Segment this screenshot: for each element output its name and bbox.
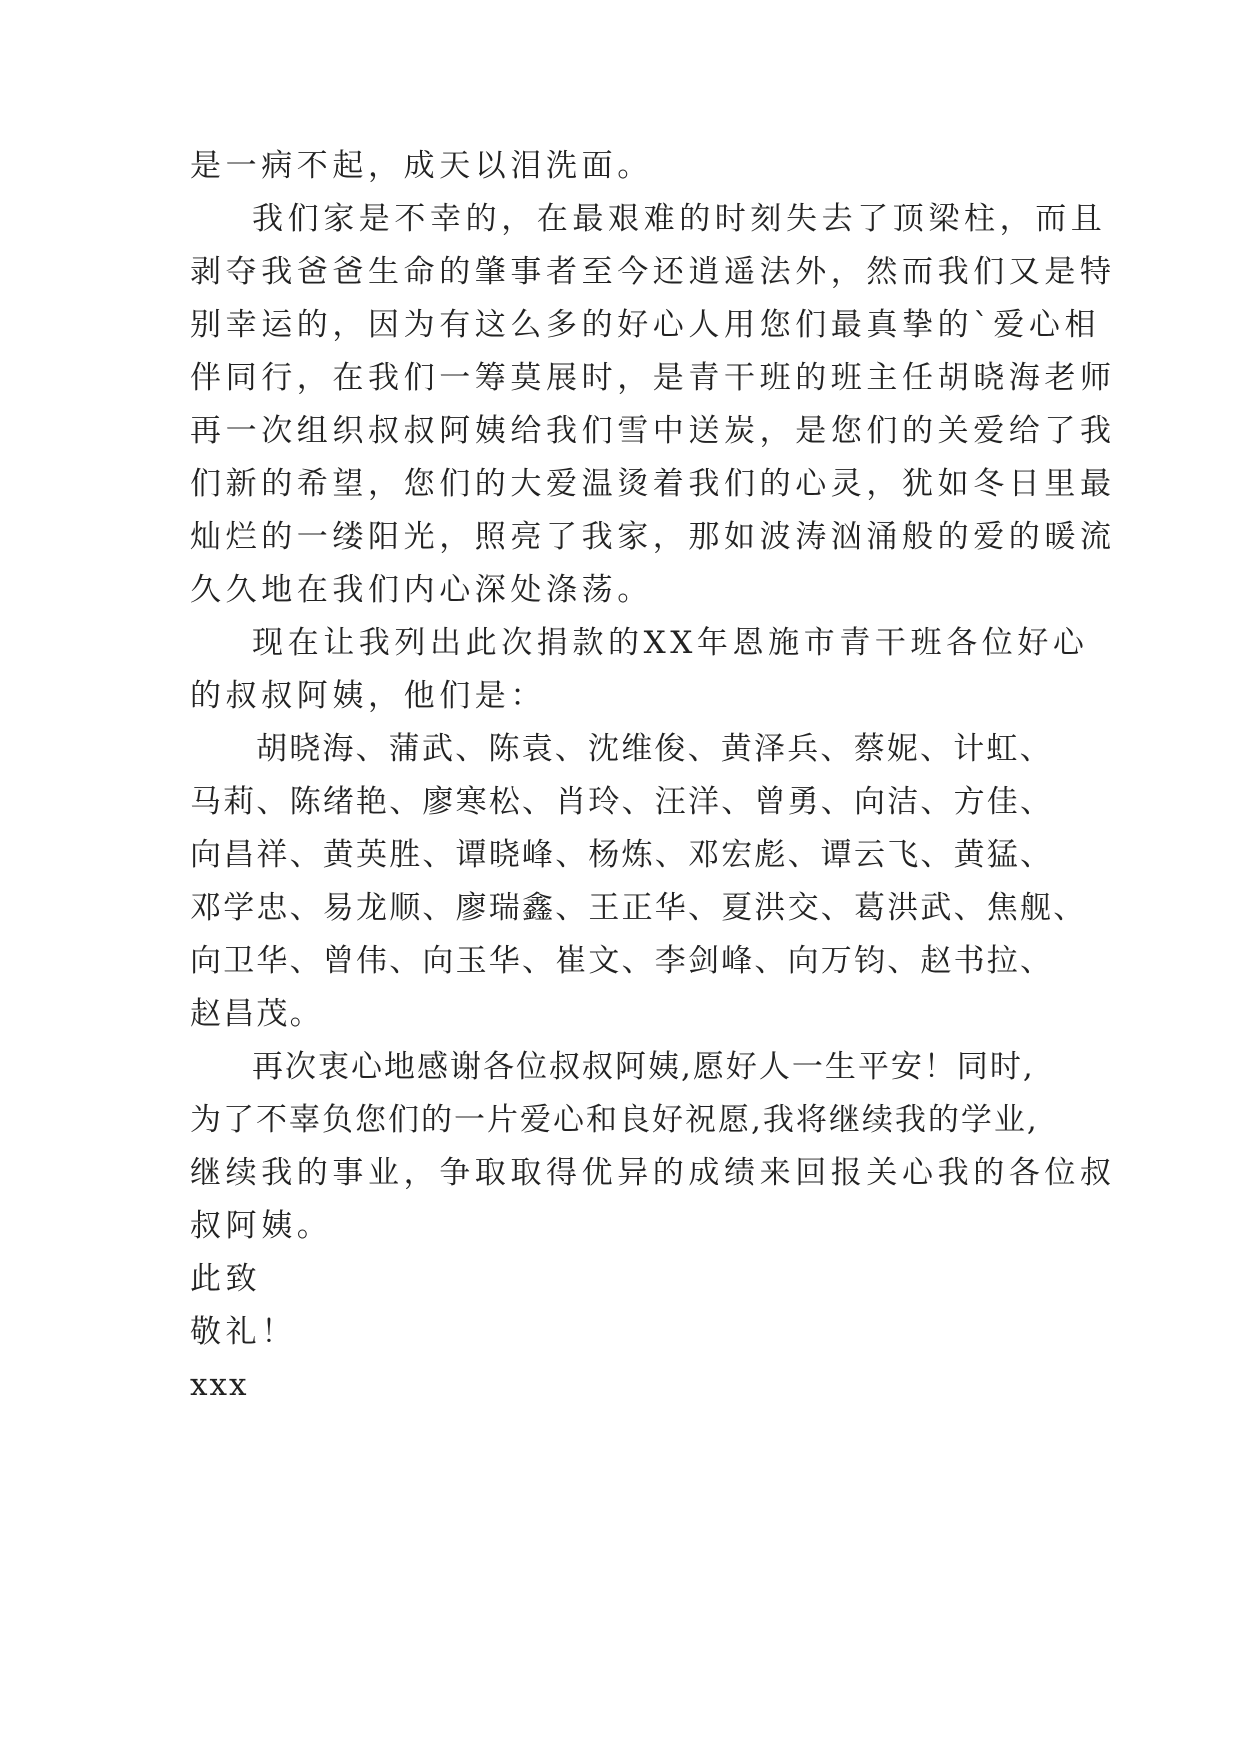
donor-names-line: 向卫华、曾伟、向玉华、崔文、李剑峰、向万钧、赵书拉、 xyxy=(190,943,1054,979)
paragraph-line: 为了不辜负您们的一片爱心和良好祝愿,我将继续我的学业, xyxy=(190,1102,1039,1138)
donor-names-line: 马莉、陈绪艳、廖寒松、肖玲、汪洋、曾勇、向洁、方佳、 xyxy=(190,784,1054,820)
signature: xxx xyxy=(190,1367,249,1403)
paragraph-line: 灿烂的一缕阳光，照亮了我家，那如波涛汹涌般的爱的暖流 xyxy=(190,519,1116,555)
paragraph-line: 再次衷心地感谢各位叔叔阿姨,愿好人一生平安！同时, xyxy=(252,1049,1035,1085)
salutation-line-2: 敬礼！ xyxy=(190,1314,297,1350)
salutation-line-1: 此致 xyxy=(190,1261,262,1297)
paragraph-line: 是一病不起，成天以泪洗面。 xyxy=(190,148,653,184)
paragraph-line: 的叔叔阿姨，他们是： xyxy=(190,678,546,714)
paragraph-line: 我们家是不幸的，在最艰难的时刻失去了顶梁柱，而且 xyxy=(252,201,1107,237)
paragraph-line: 久久地在我们内心深处涤荡。 xyxy=(190,572,653,608)
donor-names-line: 赵昌茂。 xyxy=(190,996,323,1032)
paragraph-line: 们新的希望，您们的大爱温烫着我们的心灵，犹如冬日里最 xyxy=(190,466,1116,502)
paragraph-line: 伴同行，在我们一筹莫展时，是青干班的班主任胡晓海老师 xyxy=(190,360,1116,396)
donor-names-line: 胡晓海、蒲武、陈袁、沈维俊、黄泽兵、蔡妮、计虹、 xyxy=(256,731,1053,767)
paragraph-line: 继续我的事业，争取取得优异的成绩来回报关心我的各位叔 xyxy=(190,1155,1116,1191)
donor-names-line: 邓学忠、易龙顺、廖瑞鑫、王正华、夏洪交、葛洪武、焦舰、 xyxy=(190,890,1087,926)
paragraph-line: 现在让我列出此次捐款的XX年恩施市青干班各位好心 xyxy=(252,625,1089,661)
paragraph-line: 别幸运的，因为有这么多的好心人用您们最真挚的`爱心相 xyxy=(190,307,1101,343)
paragraph-line: 叔阿姨。 xyxy=(190,1208,333,1244)
paragraph-line: 剥夺我爸爸生命的肇事者至今还逍遥法外，然而我们又是特 xyxy=(190,254,1116,290)
donor-names-line: 向昌祥、黄英胜、谭晓峰、杨炼、邓宏彪、谭云飞、黄猛、 xyxy=(190,837,1054,873)
paragraph-line: 再一次组织叔叔阿姨给我们雪中送炭，是您们的关爱给了我 xyxy=(190,413,1116,449)
